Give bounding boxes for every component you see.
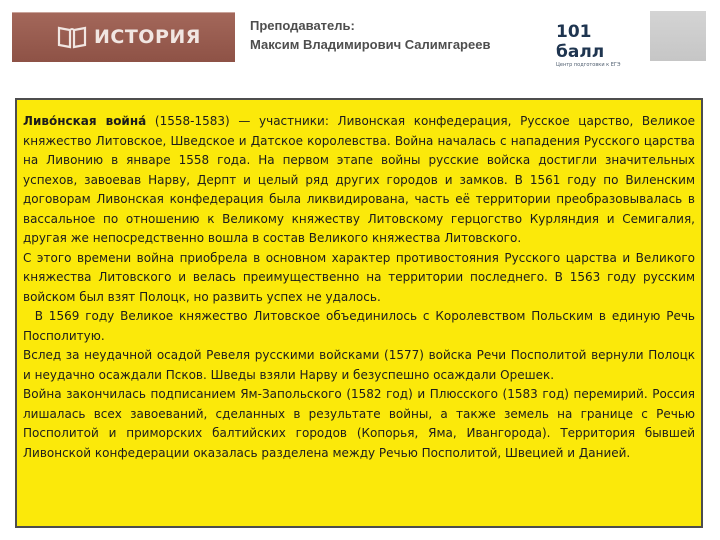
teacher-info xyxy=(250,16,540,54)
teacher-label: Преподаватель: xyxy=(250,18,355,33)
teacher-name: Максим Владимирович Салимгареев xyxy=(250,37,491,52)
intro-text: (1558-1583) — участники: Ливонская конфедерация, Русское царство, Великое княжество Литовское, Шведское и Датское королевства. Война началась с нападения Русского царства на Ливонию в январе 1558 года. На первом этапе войны русские войска достигли значительных успехов, завоевав Нарву, Дерпт и целый ряд других городов и замков. В 1561 году по Виленским договорам Ливонская конфедерация была ликвидирована, часть её территории преобразовывалась в вассальное по отношению к Великому княжеству Литовскому герцогство Курляндия и Семигалия, другая же непосредственно вошла в состав Великого княжества Литовского. xyxy=(23,114,695,245)
subject-logo-block xyxy=(12,12,235,62)
decorative-square xyxy=(650,11,706,61)
paragraph-4: Вслед за неудачной осадой Ревеля русскими войсками (1577) войска Речи Посполитой вернули Полоцк и неудачно осаждали Псков. Шведы взяли Нарву и безуспешно осаждали Орешек. xyxy=(23,348,695,382)
open-book-icon xyxy=(57,25,87,49)
brand-logo xyxy=(556,22,642,69)
term-heading: Ливо́нская война́ xyxy=(23,114,147,128)
slide-header xyxy=(0,0,720,70)
paragraph-3: В 1569 году Великое княжество Литовское объединилось с Королевством Польским в единую Речь Посполитую. xyxy=(23,309,699,343)
article-text xyxy=(23,112,699,463)
brand-tagline: Центр подготовки к ЕГЭ xyxy=(556,62,621,68)
content-panel xyxy=(15,98,703,528)
paragraph-2: С этого времени война приобрела в основном характер противостояния Русского царства и Великого княжества Литовского и велась преимущественно на территории последнего. В 1563 году русским войском был взят Полоцк, но развить успех не удалось. xyxy=(23,250,695,304)
subject-title: ИСТОРИЯ xyxy=(94,26,201,48)
brand-name: 101 балл xyxy=(556,22,605,62)
paragraph-5: Война закончилась подписанием Ям-Запольского (1582 год) и Плюсского (1583 год) перемирий. Россия лишалась всех завоеваний, сделанных в результате войны, а также земель на границе с Речью Посполитой и приморских балтийских городов (Копорья, Яма, Ивангорода). Территория бывшей Ливонской конфедерации оказалась разделена между Речью Посполитой, Швецией и Данией. xyxy=(23,387,695,460)
paragraph-intro xyxy=(23,112,695,249)
